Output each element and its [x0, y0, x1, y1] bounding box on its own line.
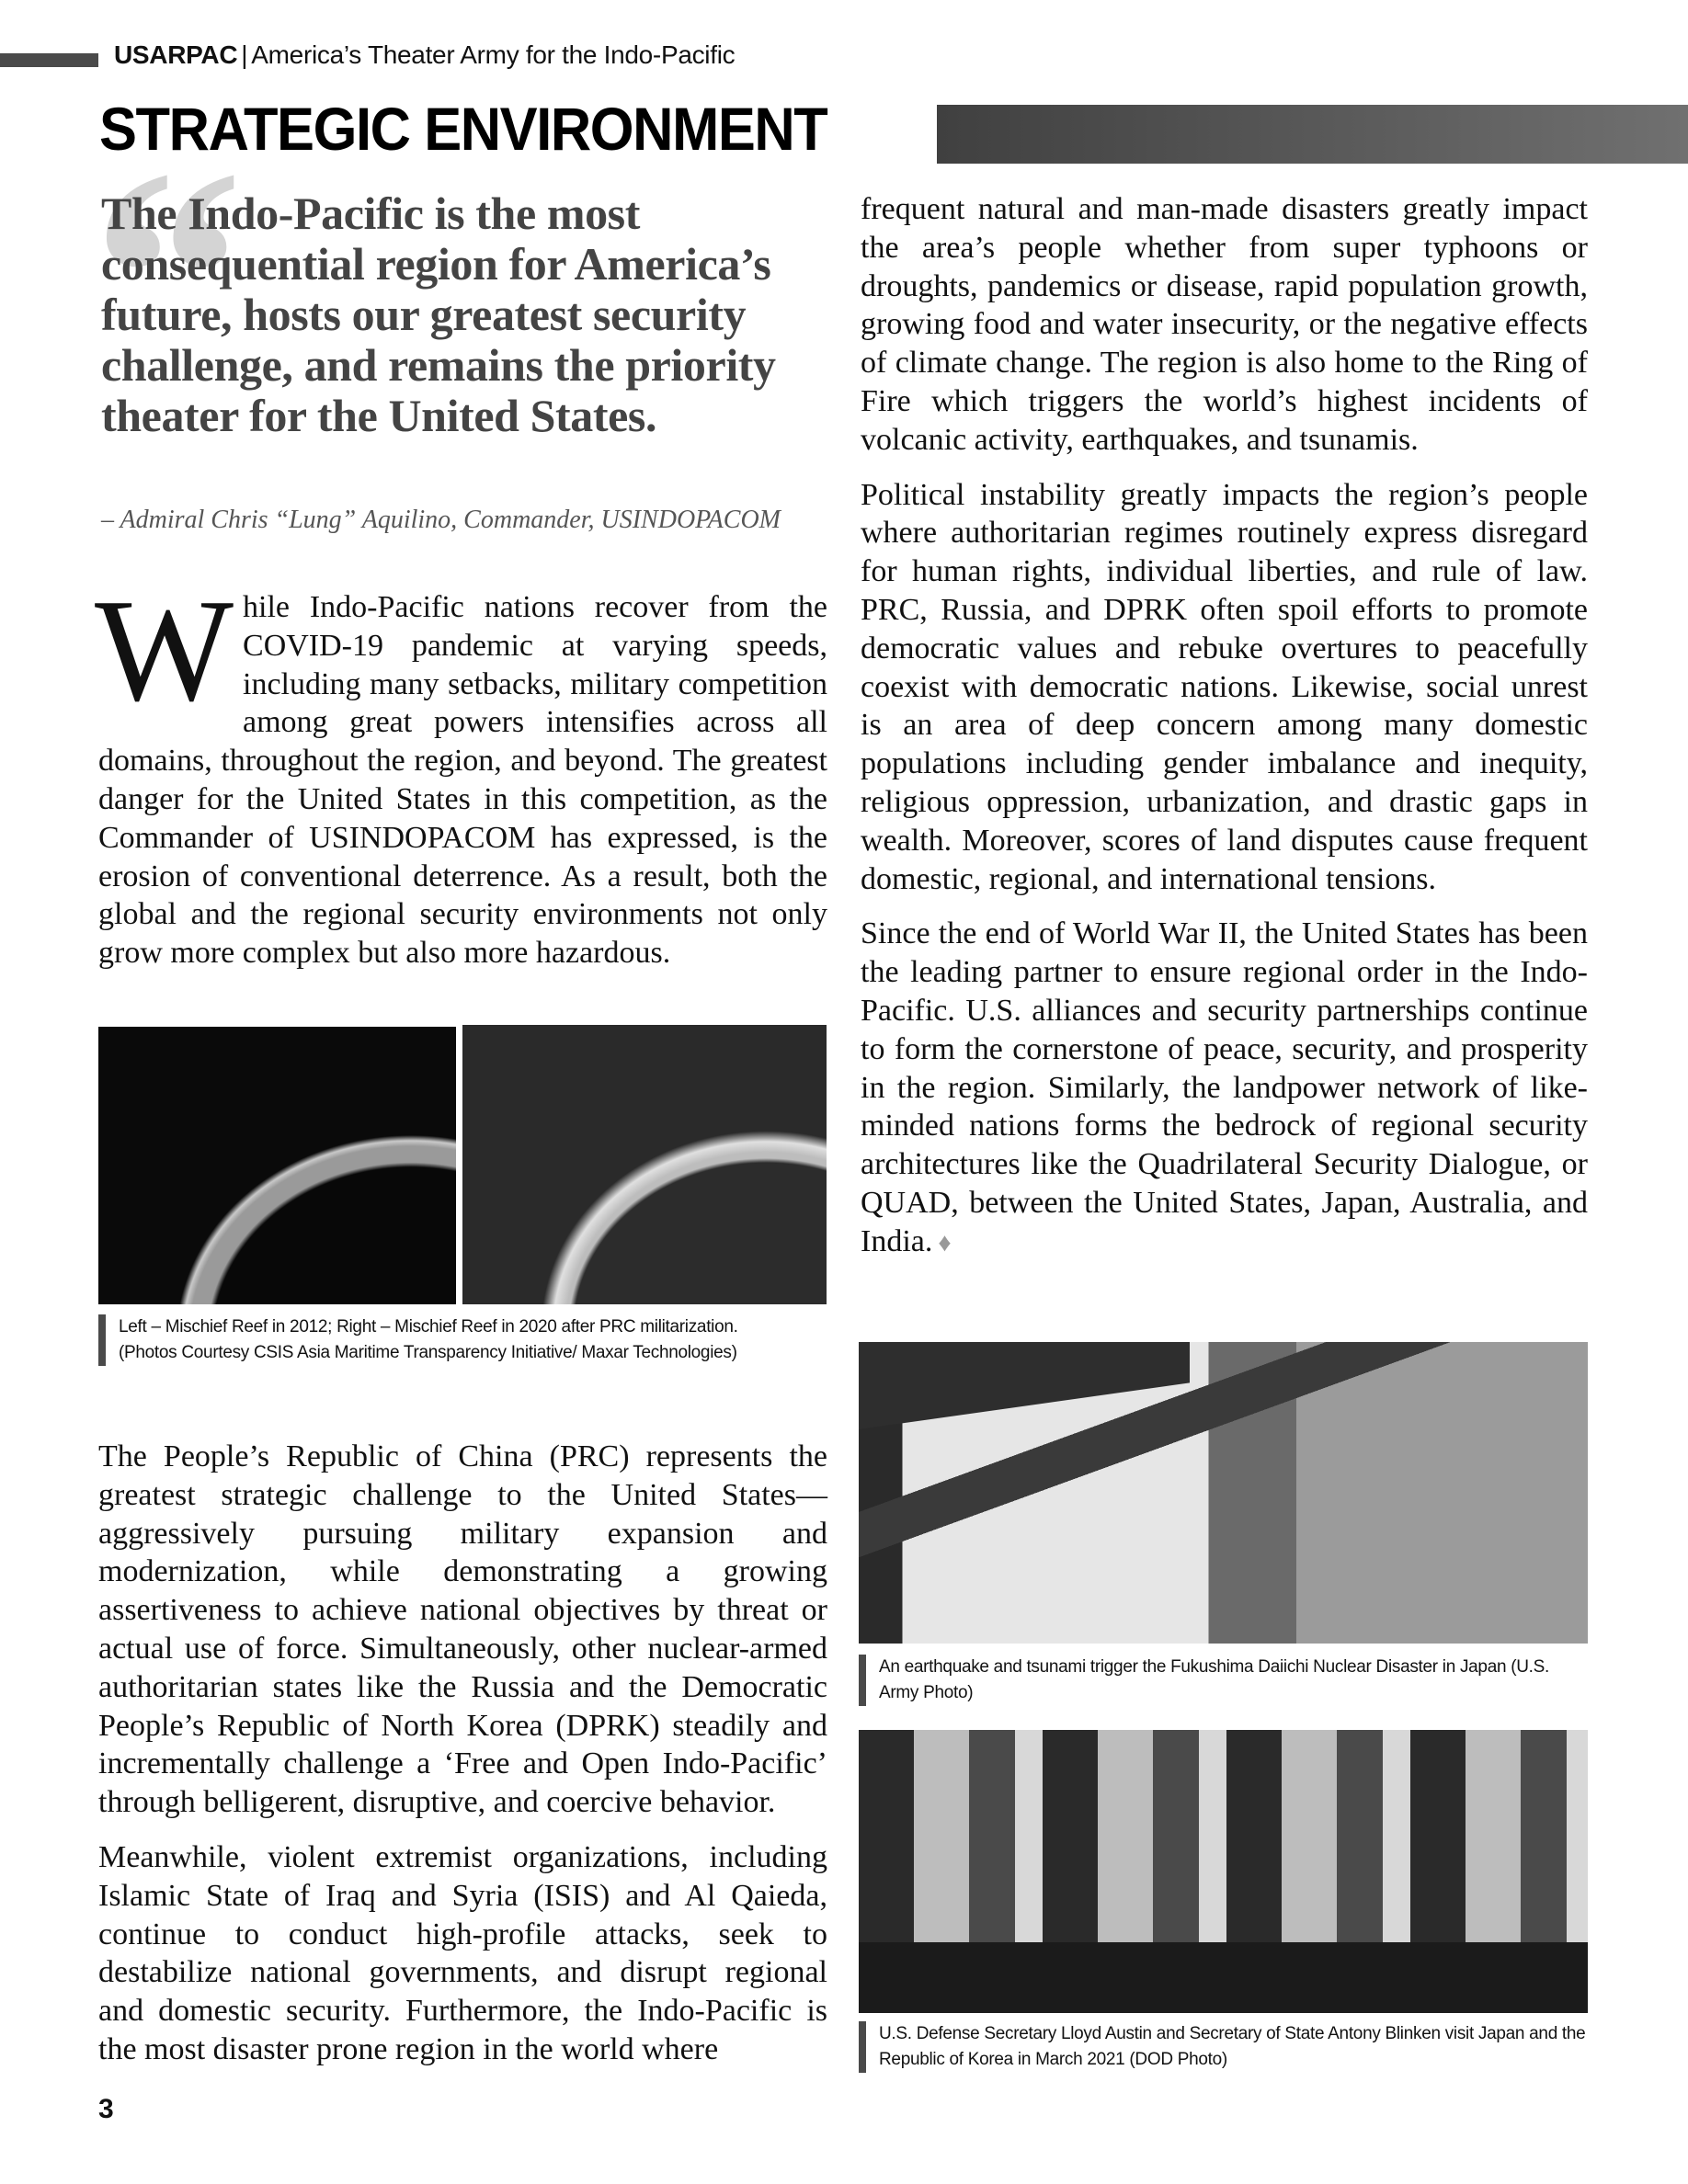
prc-paragraph: The People’s Republic of China (PRC) represents the greatest strategic challenge to the United States— aggressively pursuing military expansion and modernization, while demonstrating a growing assertiveness to achieve national objectives by threat or actual use of force. Simultaneously, other nuclear-armed authoritarian states like the Russia and the Democratic People’s Republic of North Korea (DPRK) steadily and incrementally challenge a ‘Free and Open Indo-Pacific’ through belligerent, disruptive, and coercive behavior. — [98, 1439, 827, 1820]
quote-mark-icon: “ — [92, 108, 244, 443]
running-head — [114, 40, 735, 70]
right-column — [861, 190, 1588, 1280]
alliances-paragraph: Since the end of World War II, the United States has been the leading partner to ensure regional order in the Indo-Pacific. U.S. alliances and security partnerships continue to form the cornerstone of peace, security, and prosperity in the region. Similarly, the landpower network of like-minded nations forms the bedrock of regional security architectures like the Quadrilateral Security Dialogue, or QUAD, between the United States, Japan, Australia, and India. ♦ — [861, 916, 1588, 1258]
press-conference-photo — [859, 1730, 1588, 2013]
header-separator: | — [241, 40, 248, 69]
reef-2012-photo — [98, 1027, 456, 1304]
intro-paragraph: While Indo-Pacific nations recover from the COVID-19 pandemic at varying speeds, including many setbacks, military competition among great powers intensifies across all domains, throughout the region, and beyond. The greatest danger for the United States in this competition, as the Commander of USINDOPACOM has expressed, is the erosion of conventional deterrence. As a result, both the global and the regional security environments not only grow more complex but also more hazardous. — [95, 568, 827, 971]
drop-cap: W — [95, 568, 234, 732]
header-rule — [0, 53, 98, 67]
quote-attribution: – Admiral Chris “Lung” Aquilino, Commander, USINDOPACOM — [101, 506, 781, 534]
header-subtitle: America’s Theater Army for the Indo-Pacific — [251, 40, 736, 69]
reef-photo-caption: Left – Mischief Reef in 2012; Right – Mischief Reef in 2020 after PRC militarization. (Photos Courtesy CSIS Asia Maritime Transparency Initiative/ Maxar Technologies) — [98, 1314, 797, 1366]
end-diamond-icon: ♦ — [938, 1228, 952, 1257]
instability-paragraph: Political instability greatly impacts the region’s people where authoritarian regimes routinely express disregard for human rights, individual liberties, and rule of law. PRC, Russia, and DPRK often spoil efforts to promote democratic values and rebuke overtures to peacefully coexist with democratic nations. Likewise, social unrest is an area of deep concern among many domestic populations including gender imbalance and inequity, religious oppression, urbanization, and drastic gaps in wealth. Moreover, scores of land disputes cause frequent domestic, regional, and international tensions. — [861, 477, 1588, 896]
disasters-paragraph: frequent natural and man-made disasters greatly impact the area’s people whether from super typhoons or droughts, pandemics or disease, rapid population growth, growing food and water insecurity, or the negative effects of climate change. The region is also home to the Ring of Fire which triggers the world’s highest incidents of volcanic activity, earthquakes, and tsunamis. — [861, 192, 1588, 457]
title-gradient-bar — [937, 105, 1688, 164]
tsunami-damage-photo — [859, 1342, 1588, 1644]
press-photo-caption: U.S. Defense Secretary Lloyd Austin and Secretary of State Antony Blinken visit Japan and the Republic of Korea in March 2021 (DOD Photo) — [859, 2021, 1588, 2073]
pull-quote: The Indo-Pacific is the most consequential region for America’s future, hosts our greatest security challenge, and remains the priority theater for the United States. — [101, 188, 776, 441]
extremism-paragraph: Meanwhile, violent extremist organizations, including Islamic State of Iraq and Syria (ISIS) and Al Qaieda, continue to conduct high-profile attacks, seek to destabilize national governments, and disrupt regional and domestic security. Furthermore, the Indo-Pacific is the most disaster prone region in the world where — [98, 1839, 827, 2066]
page-number: 3 — [98, 2094, 114, 2124]
reef-2020-photo — [462, 1025, 827, 1304]
org-name: USARPAC — [114, 40, 238, 69]
left-column-intro — [95, 568, 827, 989]
page-title: STRATEGIC ENVIRONMENT — [99, 95, 827, 163]
left-column-lower — [98, 1438, 827, 2086]
tsunami-photo-caption: An earthquake and tsunami trigger the Fukushima Daiichi Nuclear Disaster in Japan (U.S. Army Photo) — [859, 1655, 1588, 1706]
